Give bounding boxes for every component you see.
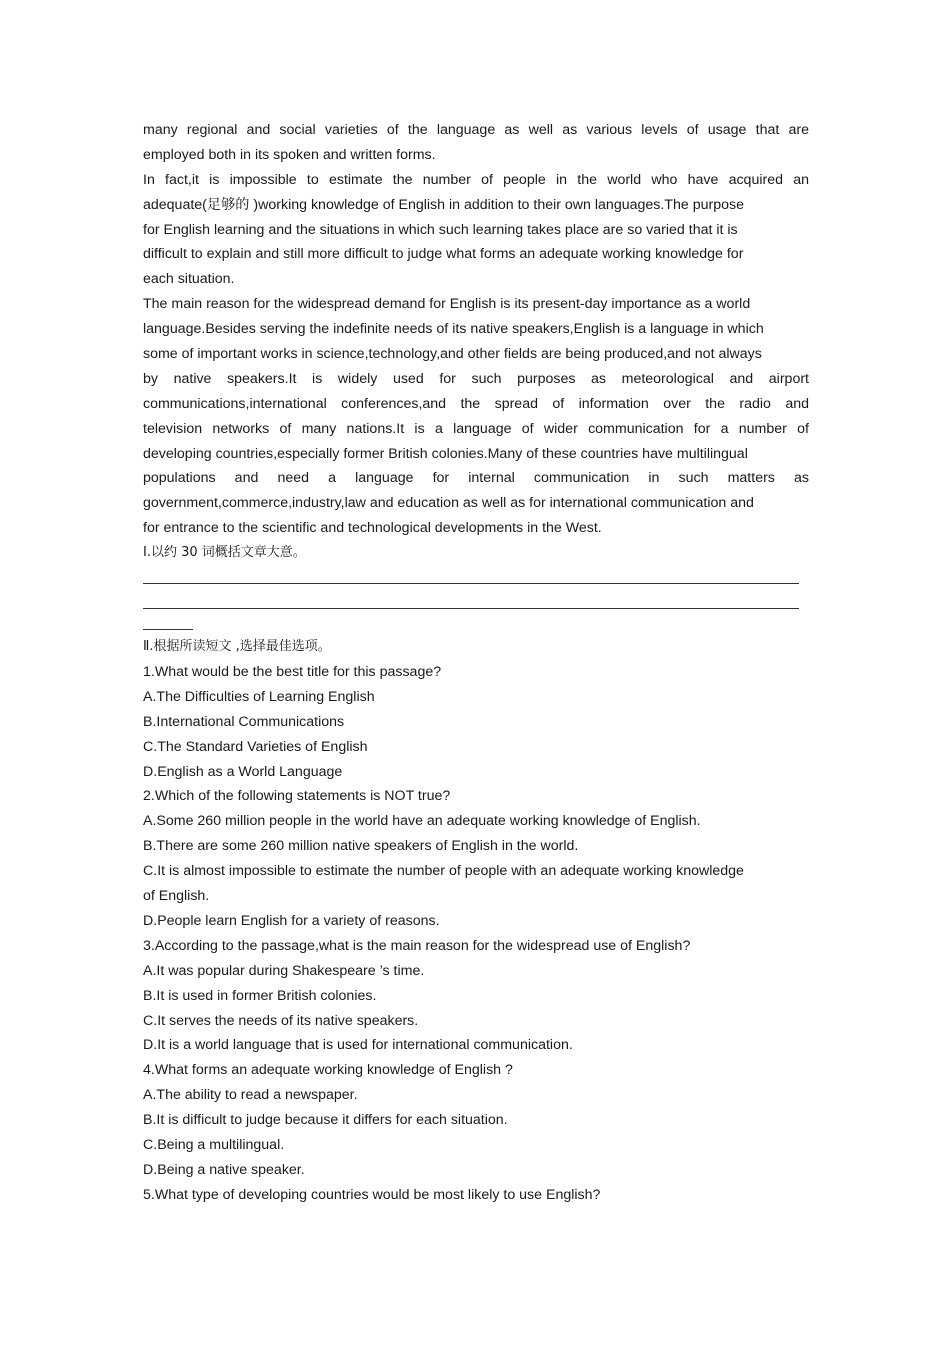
question-1 <box>143 660 809 784</box>
answer-option: D.English as a World Language <box>143 763 343 780</box>
text-line: government,commerce,industry,law and education as well as for international communication and <box>143 495 754 512</box>
text-line: by native speakers.It is widely used for such purposes as meteorological and airport <box>143 370 809 387</box>
answer-line-short[interactable] <box>143 616 809 634</box>
text-line: populations and need a language for internal communication in such matters as <box>143 470 809 487</box>
text-line: employed both in its spoken and written forms. <box>143 146 436 163</box>
question-stem: 4.What forms an adequate working knowledge of English ? <box>143 1062 513 1079</box>
answer-option: C.The Standard Varieties of English <box>143 738 368 755</box>
text-line: developing countries,especially former British colonies.Many of these countries have multilingual <box>143 445 748 462</box>
question-stem: 3.According to the passage,what is the main reason for the widespread use of English? <box>143 937 691 954</box>
section-2-heading: Ⅱ.根据所读短文 ,选择最佳选项。 <box>143 639 331 655</box>
text-line: In fact,it is impossible to estimate the number of people in the world who have acquired an <box>143 171 809 188</box>
passage-paragraph-3 <box>143 292 809 541</box>
text-line: for entrance to the scientific and technological developments in the West. <box>143 520 602 537</box>
answer-option: C.It is almost impossible to estimate the number of people with an adequate working knowledge <box>143 863 744 880</box>
section-1-heading: Ⅰ.以约 30 词概括文章大意。 <box>143 545 306 561</box>
answer-option: B.It is used in former British colonies. <box>143 987 377 1004</box>
answer-option: C.It serves the needs of its native speakers. <box>143 1012 419 1029</box>
text-line: some of important works in science,technology,and other fields are being produced,and not always <box>143 346 762 363</box>
question-stem: 1.What would be the best title for this passage? <box>143 664 442 681</box>
text-line: language.Besides serving the indefinite needs of its native speakers,English is a language in which <box>143 321 764 338</box>
text-line: adequate(足够的 )working knowledge of English in addition to their own languages.The purpose <box>143 196 744 213</box>
answer-option: B.It is difficult to judge because it differs for each situation. <box>143 1112 508 1129</box>
question-5 <box>143 1183 809 1208</box>
answer-option: B.International Communications <box>143 713 345 730</box>
answer-option: A.Some 260 million people in the world have an adequate working knowledge of English. <box>143 813 701 830</box>
text-line: television networks of many nations.It is a language of wider communication for a number of <box>143 420 809 437</box>
passage-paragraph-2 <box>143 168 809 292</box>
document-page <box>143 118 809 1208</box>
text-line: for English learning and the situations in which such learning takes place are so varied that it is <box>143 221 738 238</box>
question-3 <box>143 934 809 1058</box>
answer-option: D.It is a world language that is used for international communication. <box>143 1037 573 1054</box>
text-line: many regional and social varieties of the language as well as various levels of usage that are <box>143 122 809 138</box>
text-line: difficult to explain and still more difficult to judge what forms an adequate working knowledge for <box>143 246 744 263</box>
text-line: communications,international conferences,and the spread of information over the radio and <box>143 395 809 412</box>
answer-line[interactable] <box>143 566 809 591</box>
answer-option-continuation: of English. <box>143 888 210 905</box>
answer-option: D.Being a native speaker. <box>143 1161 305 1178</box>
answer-line[interactable] <box>143 591 809 616</box>
text-line: each situation. <box>143 271 235 288</box>
question-2 <box>143 784 809 933</box>
passage-paragraph-1 <box>143 118 809 168</box>
answer-option: C.Being a multilingual. <box>143 1136 285 1153</box>
answer-option: A.The Difficulties of Learning English <box>143 688 375 705</box>
answer-option: A.The ability to read a newspaper. <box>143 1087 358 1104</box>
answer-option: A.It was popular during Shakespeare ’s time. <box>143 962 425 979</box>
text-line: The main reason for the widespread demand for English is its present-day importance as a world <box>143 296 751 313</box>
question-stem: 2.Which of the following statements is NOT true? <box>143 788 451 805</box>
answer-option: B.There are some 260 million native speakers of English in the world. <box>143 838 579 855</box>
answer-option: D.People learn English for a variety of reasons. <box>143 912 440 929</box>
question-stem: 5.What type of developing countries would be most likely to use English? <box>143 1186 601 1203</box>
question-4 <box>143 1058 809 1182</box>
